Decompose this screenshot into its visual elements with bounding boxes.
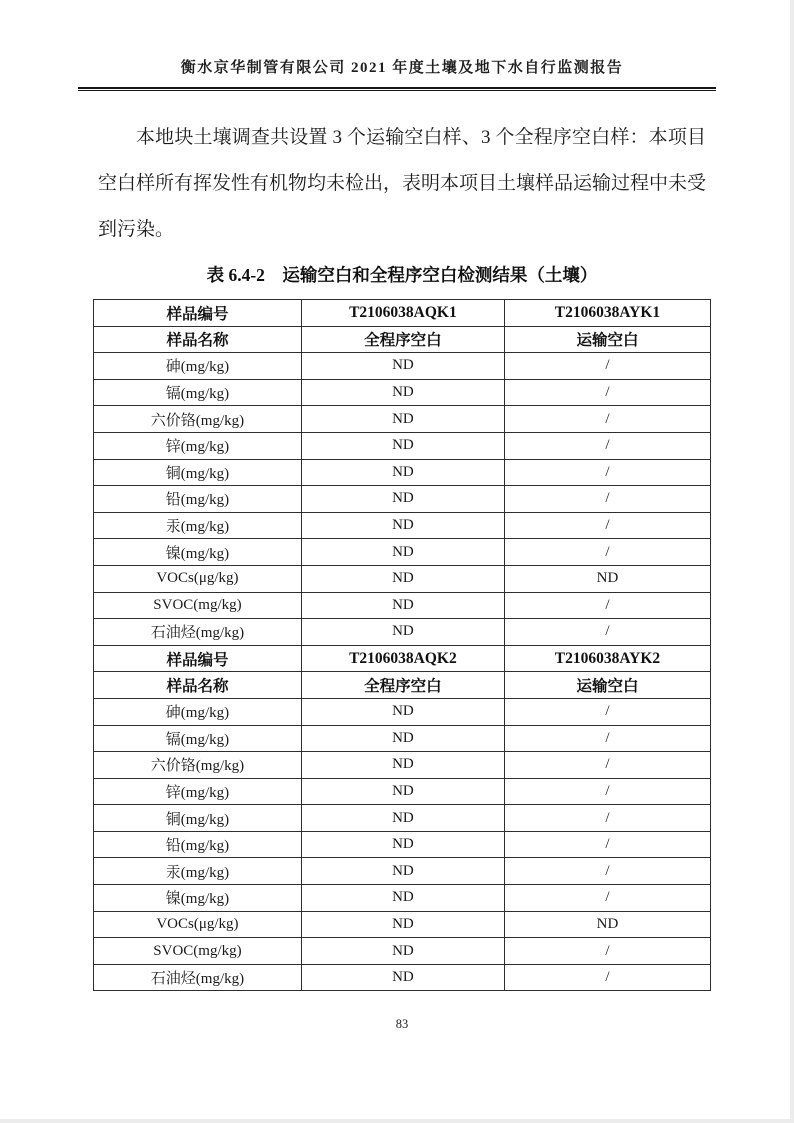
table-data-row [94,565,711,592]
table-data-row [94,858,711,885]
sample-header-cell: 运输空白 [504,326,710,353]
result-value-cell: ND [301,592,504,619]
sample-header-cell: T2106038AQK1 [301,300,504,327]
table-data-row [94,885,711,912]
result-value-cell: / [504,406,710,433]
result-value-cell: / [504,592,710,619]
result-value-cell: / [504,725,710,752]
analyte-label-cell: SVOC(mg/kg) [94,592,302,619]
table-data-row [94,512,711,539]
result-value-cell: ND [301,486,504,513]
table-header-row [94,326,711,353]
table-data-row [94,353,711,380]
report-header-title: 衡水京华制管有限公司 2021 年度土壤及地下水自行监测报告 [180,60,624,76]
table-header-row [94,645,711,672]
result-value-cell: ND [301,565,504,592]
analyte-label-cell: 砷(mg/kg) [94,353,302,380]
table-data-row [94,432,711,459]
result-value-cell: ND [301,619,504,646]
result-value-cell: / [504,432,710,459]
row-label-cell: 样品名称 [94,672,302,699]
result-value-cell: / [504,353,710,380]
result-value-cell: ND [301,885,504,912]
result-value-cell: ND [301,512,504,539]
result-value-cell: / [504,858,710,885]
page-header [93,0,711,91]
table-header-row [94,672,711,699]
result-value-cell: / [504,964,710,991]
result-value-cell: / [504,831,710,858]
table-data-row [94,911,711,938]
analyte-label-cell: 砷(mg/kg) [94,698,302,725]
table-data-row [94,938,711,965]
analyte-label-cell: 锌(mg/kg) [94,778,302,805]
analyte-label-cell: 镍(mg/kg) [94,539,302,566]
table-data-row [94,752,711,779]
result-value-cell: ND [301,379,504,406]
analyte-label-cell: 六价铬(mg/kg) [94,752,302,779]
analyte-label-cell: 锌(mg/kg) [94,432,302,459]
analyte-label-cell: SVOC(mg/kg) [94,938,302,965]
row-label-cell: 样品编号 [94,300,302,327]
analyte-label-cell: 镉(mg/kg) [94,379,302,406]
analyte-label-cell: 镉(mg/kg) [94,725,302,752]
result-value-cell: / [504,459,710,486]
result-value-cell: / [504,778,710,805]
analyte-label-cell: 铜(mg/kg) [94,459,302,486]
result-value-cell: ND [301,858,504,885]
table-data-row [94,592,711,619]
result-value-cell: / [504,539,710,566]
result-value-cell: / [504,619,710,646]
result-value-cell: / [504,752,710,779]
result-value-cell: ND [301,353,504,380]
result-value-cell: ND [301,406,504,433]
result-value-cell: ND [301,831,504,858]
table-data-row [94,539,711,566]
table-data-row [94,805,711,832]
result-value-cell: / [504,512,710,539]
blank-results-table [93,299,711,991]
analyte-label-cell: 石油烃(mg/kg) [94,964,302,991]
result-value-cell: ND [301,432,504,459]
result-value-cell: ND [301,964,504,991]
result-value-cell: ND [301,752,504,779]
body-paragraph: 本地块土壤调查共设置 3 个运输空白样、3 个全程序空白样：本项目空白样所有挥发性有机物均未检出，表明本项目土壤样品运输过程中未受到污染。 [98,127,707,240]
analyte-label-cell: 铅(mg/kg) [94,486,302,513]
result-value-cell: / [504,938,710,965]
analyte-label-cell: VOCs(μg/kg) [94,911,302,938]
analyte-label-cell: 汞(mg/kg) [94,858,302,885]
result-value-cell: / [504,885,710,912]
table-data-row [94,725,711,752]
table-data-row [94,964,711,991]
result-value-cell: ND [504,911,710,938]
header-double-rule [78,87,716,91]
table-data-row [94,379,711,406]
table-data-row [94,778,711,805]
table-header-row [94,300,711,327]
sample-header-cell: 运输空白 [504,672,710,699]
result-value-cell: ND [301,911,504,938]
analyte-label-cell: 铜(mg/kg) [94,805,302,832]
analyte-label-cell: 石油烃(mg/kg) [94,619,302,646]
result-value-cell: ND [301,938,504,965]
analyte-label-cell: 镍(mg/kg) [94,885,302,912]
result-value-cell: ND [301,805,504,832]
result-value-cell: ND [301,725,504,752]
table-data-row [94,698,711,725]
result-value-cell: ND [301,778,504,805]
sample-header-cell: 全程序空白 [301,326,504,353]
result-value-cell: ND [301,698,504,725]
result-value-cell: / [504,805,710,832]
result-value-cell: ND [301,459,504,486]
result-value-cell: ND [301,539,504,566]
table-body [94,300,711,991]
analyte-label-cell: 汞(mg/kg) [94,512,302,539]
page-number: 83 [395,1017,409,1032]
table-data-row [94,459,711,486]
analyte-label-cell: 六价铬(mg/kg) [94,406,302,433]
table-title: 表 6.4-2 运输空白和全程序空白检测结果（土壤） [206,265,598,285]
analyte-label-cell: VOCs(μg/kg) [94,565,302,592]
sample-header-cell: 全程序空白 [301,672,504,699]
row-label-cell: 样品名称 [94,326,302,353]
sample-header-cell: T2106038AYK2 [504,645,710,672]
row-label-cell: 样品编号 [94,645,302,672]
sample-header-cell: T2106038AYK1 [504,300,710,327]
table-data-row [94,831,711,858]
sample-header-cell: T2106038AQK2 [301,645,504,672]
result-value-cell: / [504,698,710,725]
table-data-row [94,486,711,513]
table-data-row [94,619,711,646]
result-value-cell: / [504,379,710,406]
result-value-cell: ND [504,565,710,592]
result-value-cell: / [504,486,710,513]
analyte-label-cell: 铅(mg/kg) [94,831,302,858]
table-data-row [94,406,711,433]
